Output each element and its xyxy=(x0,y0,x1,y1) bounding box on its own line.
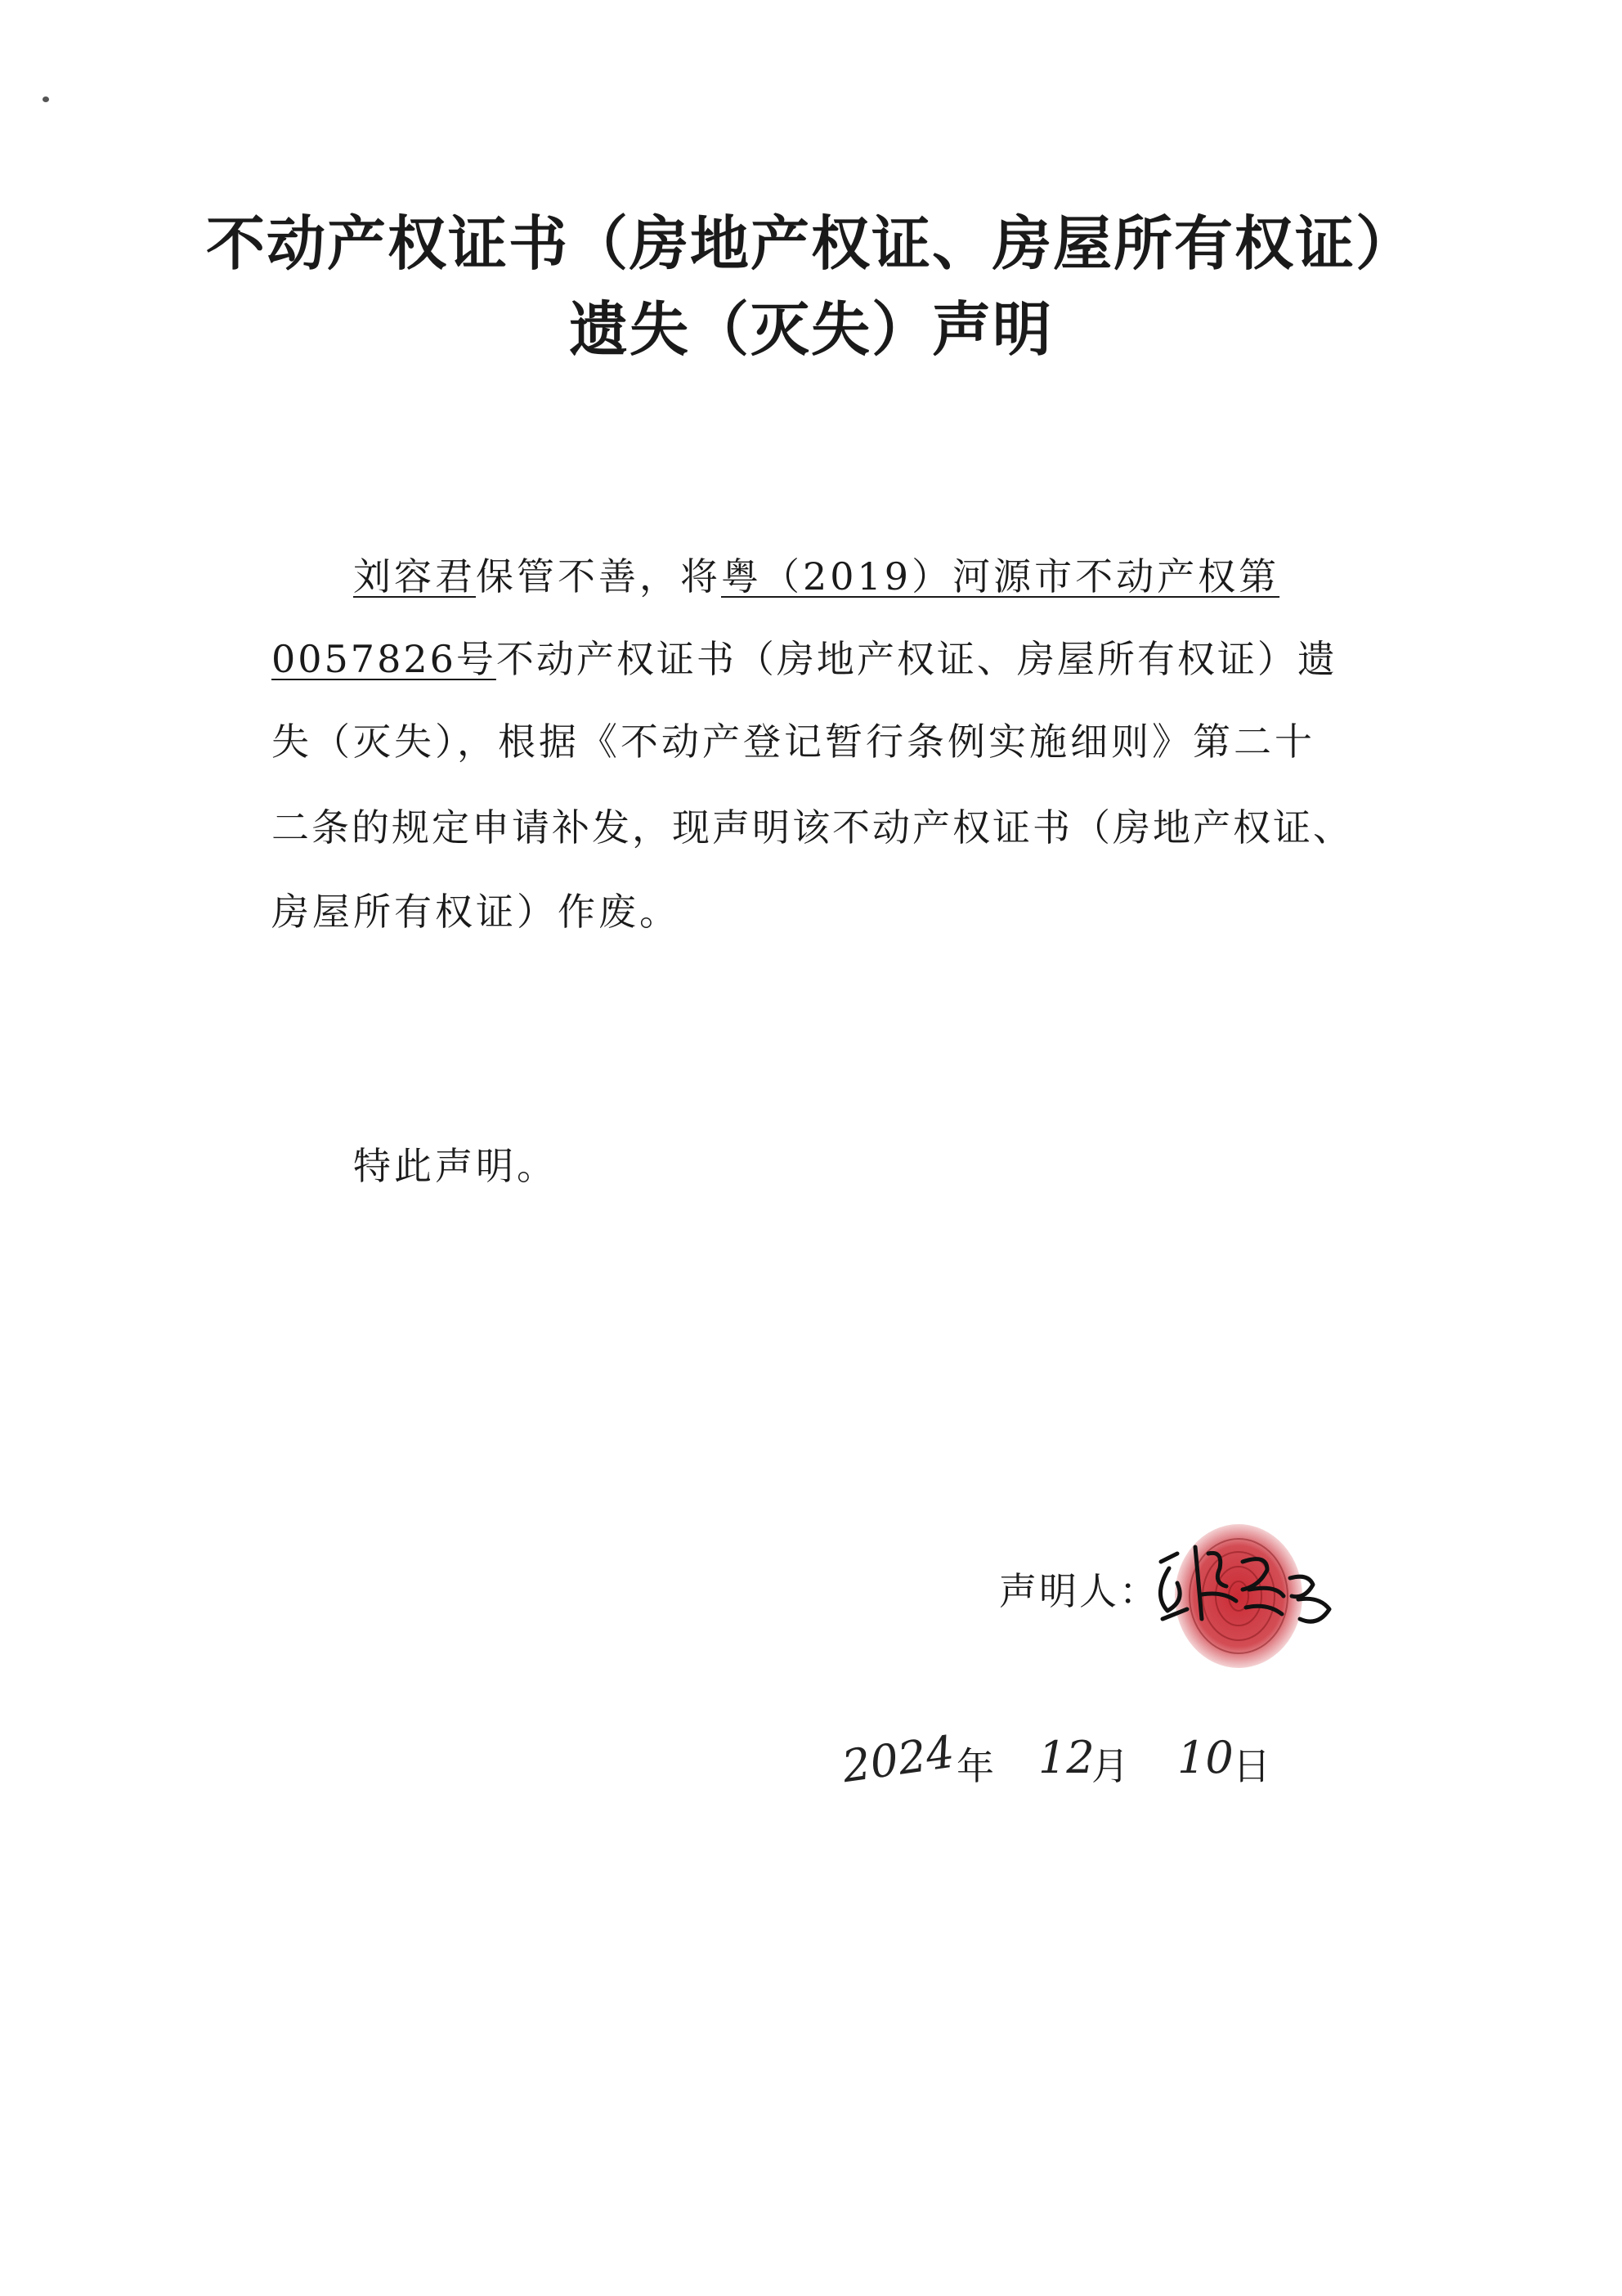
certificate-number-part2: 0057826号 xyxy=(271,637,496,681)
closing-statement: 特此声明。 xyxy=(353,1144,558,1188)
title-line-1: 不动产权证书（房地产权证、房屋所有权证） xyxy=(205,209,1416,278)
holder-name: 刘容君 xyxy=(353,554,476,599)
signing-date xyxy=(839,1717,1300,1807)
signer-label: 声明人： xyxy=(999,1569,1159,1613)
signature-with-fingerprint-seal xyxy=(1145,1505,1341,1684)
body-line-5: 房屋所有权证）作废。 xyxy=(271,890,680,934)
body-line-3: 失（灭失），根据《不动产登记暂行条例实施细则》第二十 xyxy=(271,720,1315,764)
date-month-unit: 月 xyxy=(1091,1744,1129,1788)
date-day: 10 xyxy=(1177,1732,1234,1783)
scan-speck xyxy=(43,96,49,102)
date-year: 2024 xyxy=(839,1725,958,1793)
body-text-after-name: 保管不善，将 xyxy=(476,554,721,599)
date-month: 12 xyxy=(1038,1732,1095,1783)
body-line-2 xyxy=(271,635,1400,684)
body-line-4: 二条的规定申请补发，现声明该不动产权证书（房地产权证、 xyxy=(271,805,1353,850)
body-text-line2: 不动产权证书（房地产权证、房屋所有权证）遗 xyxy=(495,637,1337,681)
date-day-unit: 日 xyxy=(1233,1744,1270,1788)
certificate-number-part1: 粤（2019）河源市不动产权第 xyxy=(721,554,1280,599)
date-year-unit: 年 xyxy=(957,1744,994,1788)
title-line-2: 遗失（灭失）声明 xyxy=(568,295,1053,364)
body-line-1 xyxy=(353,552,1400,601)
